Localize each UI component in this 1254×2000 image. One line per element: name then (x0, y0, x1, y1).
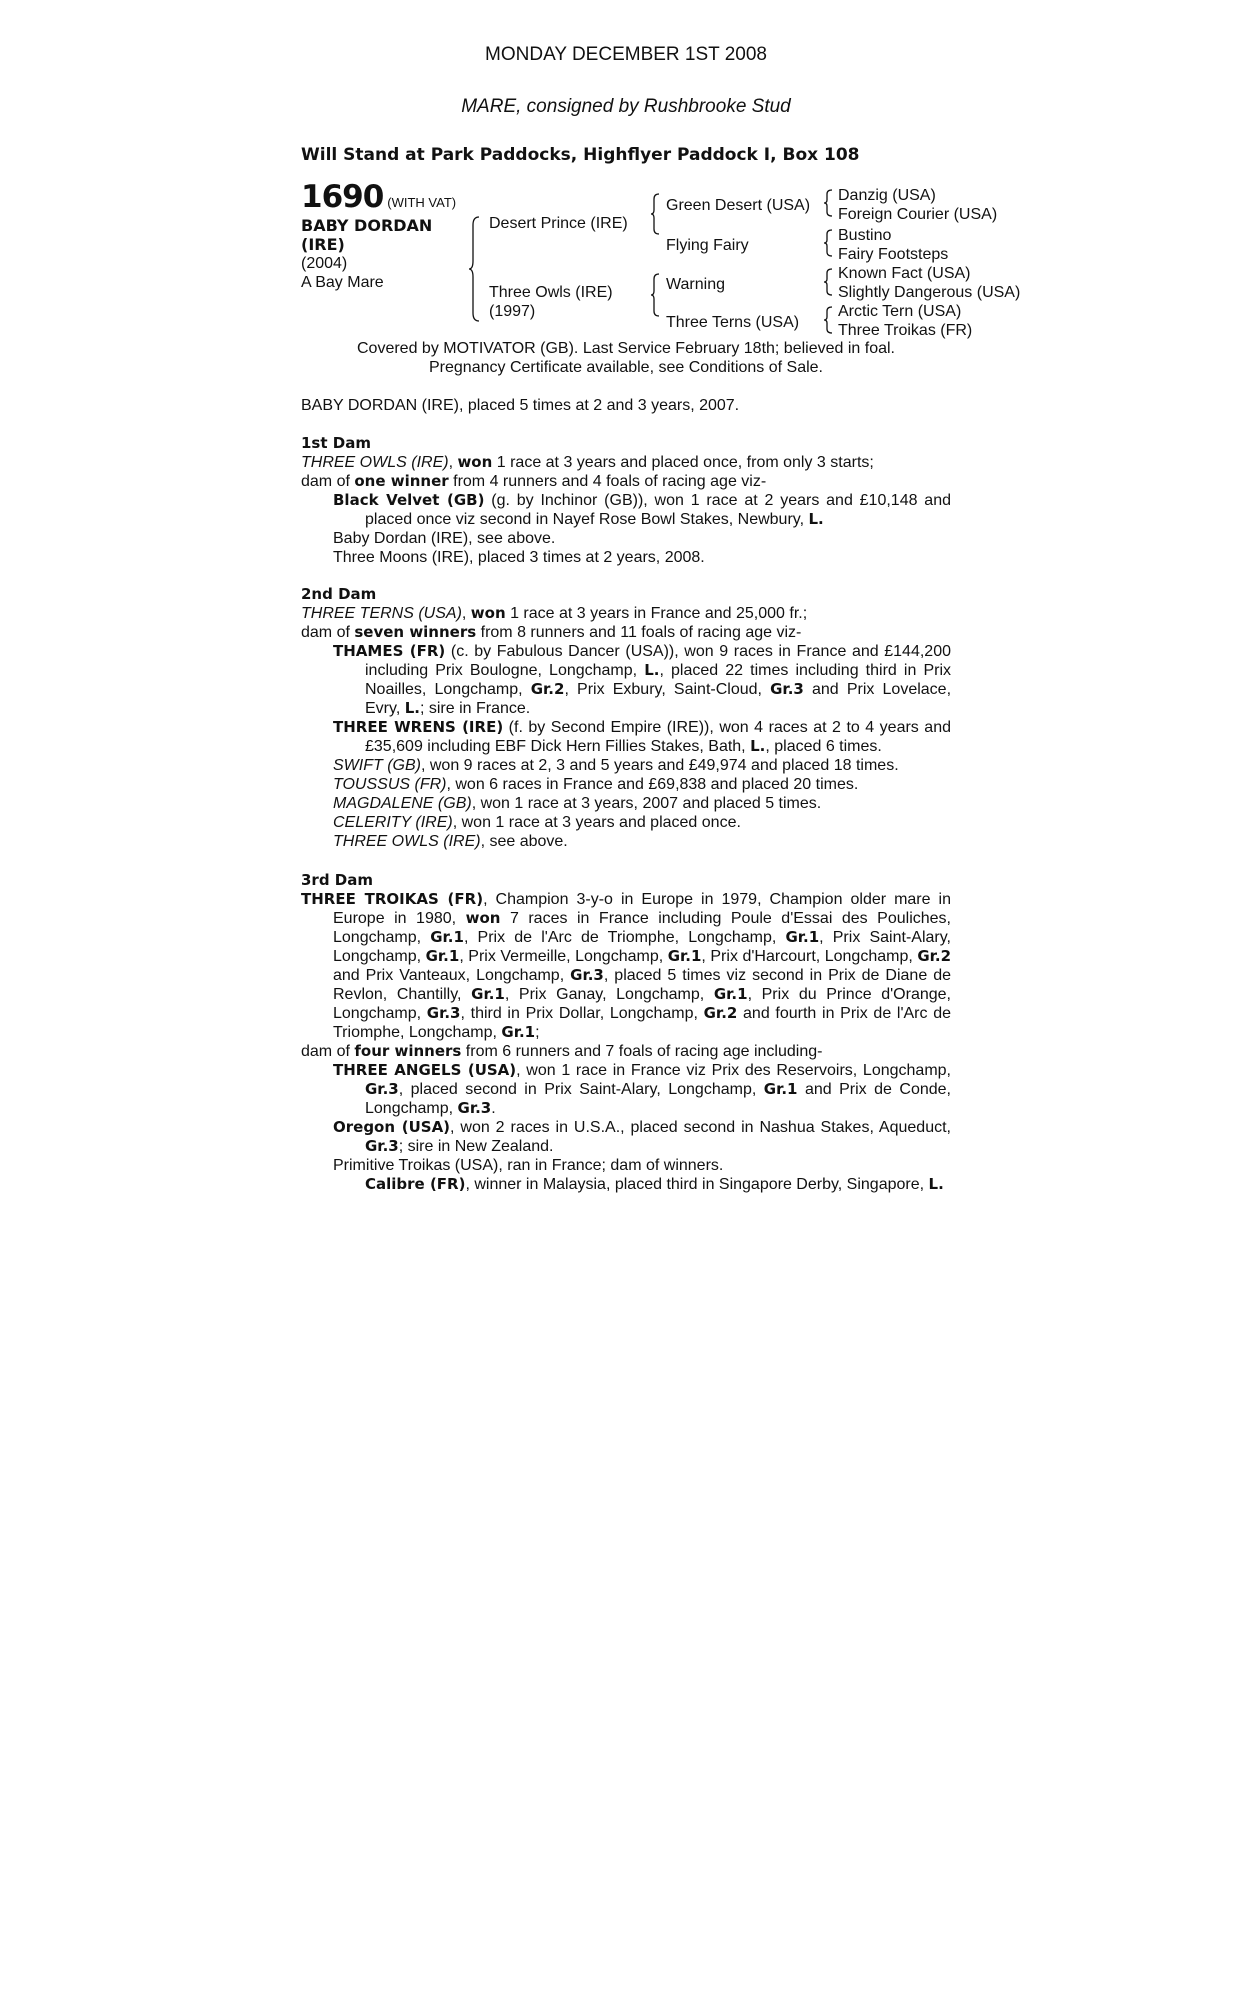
pedigree-brace-4 (824, 189, 834, 217)
produce-name: THREE WRENS (IRE) (333, 718, 504, 736)
produce-primitive-troikas: Primitive Troikas (USA), ran in France; dam of winners. (333, 1157, 724, 1174)
produce-magdalene (301, 794, 951, 813)
sep: , (461, 605, 471, 622)
certificate-line: Pregnancy Certificate available, see Conditions of Sale. (429, 359, 823, 376)
third-dam-section (301, 871, 951, 1194)
produce-text: ; sire in France. (419, 700, 531, 717)
record-text: , Champion 3-y-o in Europe in 1979, Champion older mare in Europe in 1980, (333, 891, 952, 927)
first-dam-record (301, 453, 951, 472)
horse-name (301, 216, 471, 254)
pedigree-ss-dam: Foreign Courier (USA) (838, 206, 998, 223)
produce-oregon (301, 1118, 951, 1156)
race-grade: L. (808, 510, 824, 528)
produce-name: Oregon (USA) (333, 1118, 451, 1136)
pedigree-brace-2 (651, 193, 661, 235)
produce-text: (c. by Fabulous Dancer (USA)), won 9 races in France and £144,200 including Prix Boulogne, Longchamp, (365, 643, 951, 679)
consignment-line: MARE, consigned by Rushbrooke Stud (461, 96, 791, 117)
produce-text: (g. by Inchinor (GB)), won 1 race at 2 years and £10,148 and placed once viz second in Nayef Rose Bowl Stakes, Newbury, (365, 492, 952, 528)
race-grade: Gr.3 (457, 1099, 492, 1117)
record-text: and Prix Vanteaux, Longchamp, (333, 967, 571, 984)
record-text: and fourth in Prix de l'Arc de Triomphe, Longchamp, (333, 1005, 952, 1041)
produce-text: , Prix Exbury, Saint-Cloud, (564, 681, 771, 698)
lot-info (301, 179, 471, 292)
dam-of-post: from 8 runners and 11 foals of racing age viz- (476, 624, 802, 641)
third-dam-produce (301, 1042, 951, 1061)
produce-text: . (491, 1100, 496, 1117)
race-grade: L. (404, 699, 420, 717)
first-dam-produce (301, 472, 951, 491)
produce-thames (301, 642, 951, 718)
produce-name: Black Velvet (GB) (333, 491, 485, 509)
second-dam-section (301, 585, 951, 851)
pedigree-sd-sire: Bustino (838, 227, 892, 244)
dam-of-pre: dam of (301, 1043, 355, 1060)
produce-text: (f. by Second Empire (IRE)), won 4 races at 2 to 4 years and £35,609 including EBF Dick Hern Fillies Stakes, Bath, (365, 719, 952, 755)
pedigree-dam: Three Owls (IRE) (489, 284, 613, 301)
covering-note (301, 339, 951, 377)
sale-date: MONDAY DECEMBER 1ST 2008 (485, 44, 767, 65)
record-text: , Prix Saint-Alary, Longchamp, (333, 929, 951, 965)
produce-name: CELERITY (IRE) (333, 814, 453, 831)
race-grade: Gr.1 (501, 1023, 536, 1041)
produce-three-owls (301, 832, 951, 851)
won-label: won (465, 909, 501, 927)
pedigree-dd-dam: Three Troikas (FR) (838, 322, 973, 339)
race-grade: Gr.3 (365, 1137, 399, 1155)
race-grade: Gr.1 (713, 985, 748, 1003)
covering-line: Covered by MOTIVATOR (GB). Last Service February 18th; believed in foal. (357, 340, 895, 357)
race-grade: Gr.3 (570, 966, 604, 984)
pedigree-sire: Desert Prince (IRE) (489, 215, 628, 232)
race-grade: L. (644, 661, 660, 679)
record-text: 1 race at 3 years in France and 25,000 fr.; (505, 605, 808, 622)
second-dam-record (301, 604, 951, 623)
sep: , (448, 454, 458, 471)
third-dam-heading: 3rd Dam (301, 871, 373, 889)
produce-text: , won 2 races in U.S.A., placed second in Nashua Stakes, Aqueduct, (450, 1119, 951, 1136)
pedigree-dam-sire: Warning (666, 276, 725, 293)
second-dam-heading: 2nd Dam (301, 585, 377, 603)
foaling-year: (2004) (301, 255, 348, 272)
produce-text: , placed second in Prix Saint-Alary, Longchamp, (398, 1081, 764, 1098)
pedigree-dam-dam: Three Terns (USA) (666, 314, 800, 331)
dam-of-post: from 6 runners and 7 foals of racing age including- (461, 1043, 823, 1060)
won-label: won (457, 453, 493, 471)
produce-baby-dordan: Baby Dordan (IRE), see above. (333, 530, 556, 547)
race-grade: Gr.1 (425, 947, 460, 965)
dam-of-post: from 4 runners and 4 foals of racing age viz- (448, 473, 767, 490)
produce-text: , won 9 races at 2, 3 and 5 years and £49,974 and placed 18 times. (420, 757, 899, 774)
third-dam-record (301, 890, 951, 1042)
lot-number: 1690 (301, 179, 384, 215)
dam-name: THREE OWLS (IRE) (301, 454, 449, 471)
record-text: , placed 5 times viz second in Prix de Diane de Revlon, Chantilly, (333, 967, 951, 1003)
produce-celerity (301, 813, 951, 832)
produce-swift (301, 756, 951, 775)
produce-text: , won 6 races in France and £69,838 and placed 20 times. (446, 776, 859, 793)
race-grade: Gr.1 (430, 928, 464, 946)
pedigree-ds-dam: Slightly Dangerous (USA) (838, 284, 1021, 301)
pedigree-brace-5 (824, 229, 834, 257)
race-grade: Gr.2 (703, 1004, 738, 1022)
produce-name: THREE ANGELS (USA) (333, 1061, 517, 1079)
pedigree-sire-sire: Green Desert (USA) (666, 197, 811, 214)
race-grade: Gr.1 (785, 928, 820, 946)
pedigree-sire-dam: Flying Fairy (666, 237, 749, 254)
race-grade: Gr.1 (763, 1080, 798, 1098)
won-label: won (470, 604, 506, 622)
race-grade: Gr.2 (530, 680, 565, 698)
winners-count: seven winners (354, 623, 477, 641)
winners-count: one winner (354, 472, 449, 490)
pedigree-dam-year: (1997) (489, 303, 536, 320)
race-grade: Gr.1 (667, 947, 702, 965)
race-grade: Gr.1 (471, 985, 505, 1003)
dam-name: THREE TERNS (USA) (301, 605, 462, 622)
pedigree-sd-dam: Fairy Footsteps (838, 246, 949, 263)
produce-text: , placed 22 times including third in Prix Noailles, Longchamp, (365, 662, 951, 698)
horse-name-line2: (IRE) (301, 235, 345, 254)
summary-line: BABY DORDAN (IRE), placed 5 times at 2 and 3 years, 2007. (301, 397, 740, 414)
first-dam-section (301, 434, 951, 567)
record-text: , Prix de l'Arc de Triomphe, Longchamp, (463, 929, 786, 946)
pedigree-dd-sire: Arctic Tern (USA) (838, 303, 962, 320)
record-text: 1 race at 3 years and placed once, from only 3 starts; (492, 454, 874, 471)
produce-text: , placed 6 times. (765, 738, 882, 755)
second-dam-produce (301, 623, 951, 642)
produce-name: THREE OWLS (IRE) (333, 833, 481, 850)
pedigree-brace-3 (651, 273, 661, 317)
produce-text: and Prix Lovelace, Evry, (365, 681, 952, 717)
winners-count: four winners (354, 1042, 462, 1060)
produce-name: Calibre (FR) (365, 1175, 466, 1193)
produce-three-moons: Three Moons (IRE), placed 3 times at 2 years, 2008. (333, 549, 705, 566)
pedigree-ds-sire: Known Fact (USA) (838, 265, 971, 282)
record-text: 7 races in France including Poule d'Essai des Pouliches, Longchamp, (333, 910, 951, 946)
race-grade: Gr.2 (917, 947, 952, 965)
horse-description: A Bay Mare (301, 274, 384, 291)
produce-toussus (301, 775, 951, 794)
race-grade: L. (750, 737, 766, 755)
produce-three-angels (301, 1061, 951, 1118)
record-text: , Prix Ganay, Longchamp, (504, 986, 714, 1003)
record-text: ; (535, 1024, 540, 1041)
horse-name-line1: BABY DORDAN (301, 216, 433, 235)
produce-name: TOUSSUS (FR) (333, 776, 447, 793)
produce-text: , won 1 race in France viz Prix des Reservoirs, Longchamp, (516, 1062, 951, 1079)
stand-location: Will Stand at Park Paddocks, Highflyer Paddock I, Box 108 (301, 145, 860, 165)
produce-text: ; sire in New Zealand. (398, 1138, 554, 1155)
produce-name: MAGDALENE (GB) (333, 795, 472, 812)
record-text: , Prix d'Harcourt, Longchamp, (701, 948, 918, 965)
produce-text: , see above. (480, 833, 568, 850)
dam-of-pre: dam of (301, 473, 355, 490)
produce-black-velvet (301, 491, 951, 529)
dam-of-pre: dam of (301, 624, 355, 641)
race-grade: Gr.3 (426, 1004, 461, 1022)
record-text: , Prix Vermeille, Longchamp, (459, 948, 668, 965)
pedigree-brace-1 (469, 215, 481, 323)
pedigree-ss-sire: Danzig (USA) (838, 187, 936, 204)
produce-name: SWIFT (GB) (333, 757, 421, 774)
race-grade: L. (928, 1175, 944, 1193)
first-dam-heading: 1st Dam (301, 434, 371, 452)
dam-name: THREE TROIKAS (FR) (301, 890, 484, 908)
produce-calibre (301, 1175, 951, 1194)
record-text: , third in Prix Dollar, Longchamp, (460, 1005, 704, 1022)
race-grade: Gr.3 (770, 680, 804, 698)
produce-text: , won 1 race at 3 years and placed once. (452, 814, 741, 831)
record-text: , Prix du Prince d'Orange, Longchamp, (333, 986, 951, 1022)
produce-text: , won 1 race at 3 years, 2007 and placed 5 times. (471, 795, 822, 812)
produce-text: and Prix de Conde, Longchamp, (365, 1081, 951, 1117)
pedigree-brace-6 (824, 268, 834, 296)
pedigree-brace-7 (824, 306, 834, 334)
produce-name: THAMES (FR) (333, 642, 446, 660)
race-grade: Gr.3 (365, 1080, 399, 1098)
vat-note: (WITH VAT) (387, 195, 457, 210)
produce-three-wrens (301, 718, 951, 756)
produce-text: , winner in Malaysia, placed third in Singapore Derby, Singapore, (465, 1176, 929, 1193)
